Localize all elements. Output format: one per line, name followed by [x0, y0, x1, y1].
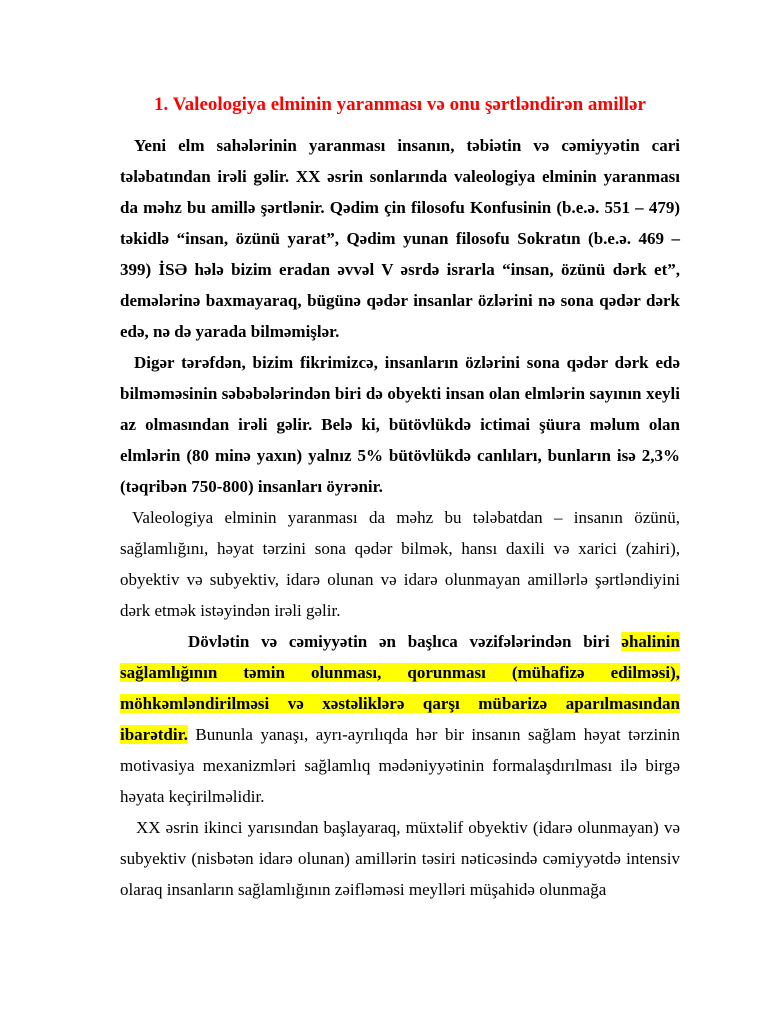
- paragraph-4-bold-lead: Dövlətin və cəmiyyətin ən başlıca vəzifələrindən biri: [188, 632, 622, 651]
- paragraph-2: Digər tərəfdən, bizim fikrimizcə, insanların özlərini sona qədər dərk edə bilməməsinin səbəbələrindən biri də obyekti insan olan elmlərin sayının xeyli az olmasından irəli gəlir. Belə ki, bütövlükdə ictimai şüura məlum olan elmlərin (80 minə yaxın) yalnız 5% bütövlükdə canlıları, bunların isə 2,3% (təqribən 750-800) insanları öyrənir.: [120, 353, 680, 496]
- paragraph-4: [120, 626, 680, 812]
- paragraph-1: Yeni elm sahələrinin yaranması insanın, təbiətin və cəmiyyətin cari tələbatından irəli gəlir. XX əsrin sonlarında valeologiya elminin yaranması da məhz bu amillə şərtlənir. Qədim çin filosofu Konfusinin (b.e.ə. 551 – 479) təkidlə “insan, özünü yarat”, Qədim yunan filosofu Sokratın (b.e.ə. 469 – 399) İSƏ hələ bizim eradan əvvəl V əsrdə israrla “insan, özünü dərk et”, demələrinə baxmayaraq, bügünə qədər insanlar özlərini nə sona qədər dərk edə, nə də yarada bilməmişlər.: [120, 136, 680, 341]
- section-title: 1. Valeologiya elminin yaranması və onu şərtləndirən amillər: [154, 94, 646, 115]
- paragraph-3: Valeologiya elminin yaranması da məhz bu tələbatdan – insanın özünü, sağlamlığını, həyat tərzini sona qədər bilmək, hansı daxili və xarici (zahiri), obyektiv və subyektiv, idarə olunan və idarə olunmayan amillərlə şərtləndiyini dərk etmək istəyindən irəli gəlir.: [120, 508, 680, 620]
- paragraph-5: XX əsrin ikinci yarısından başlayaraq, müxtəlif obyektiv (idarə olunmayan) və subyektiv (nisbətən idarə olunan) amillərin təsiri nəticəsində cəmiyyətdə intensiv olaraq insanların sağlamlığının zəifləməsi meylləri müşahidə olunmağa: [120, 818, 680, 899]
- paragraph-4-highlight: əhalinin sağlamlığının təmin olunması, qorunması (mühafizə edilməsi), möhkəmləndirilməsi və xəstəliklərə qarşı mübarizə aparılmasından ibarətdir.: [120, 632, 680, 744]
- paragraph-4-rest: Bununla yanaşı, ayrı-ayrılıqda hər bir insanın sağlam həyat tərzinin motivasiya mexanizmləri sağlamlıq mədəniyyətinin formalaşdırılması ilə birgə həyata keçirilməlidir.: [120, 725, 680, 806]
